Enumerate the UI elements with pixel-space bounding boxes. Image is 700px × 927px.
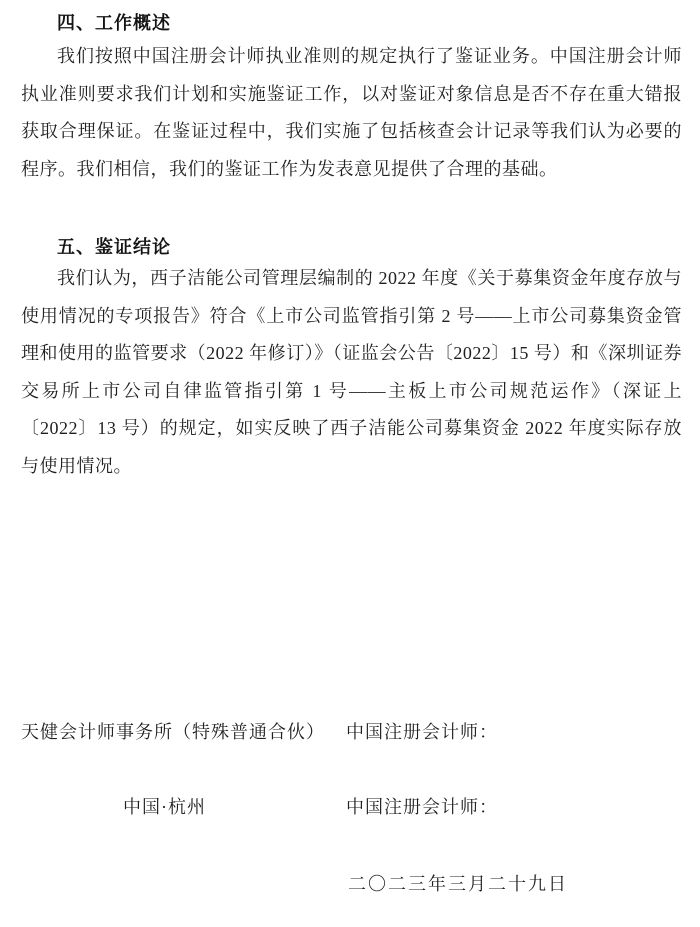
signature-row-location: [0, 795, 700, 819]
section-title-assurance-conclusion: 五、鉴证结论: [57, 237, 171, 257]
cpa-signature-label-2: 中国注册会计师：: [346, 797, 498, 817]
signature-row-firm: [0, 720, 700, 744]
report-date: 二〇二三年三月二十九日: [348, 874, 568, 894]
section-title-work-overview: 四、工作概述: [57, 13, 171, 33]
firm-name: 天健会计师事务所（特殊普通合伙）: [21, 722, 325, 742]
firm-location: 中国·杭州: [123, 797, 206, 817]
paragraph-work-overview: 我们按照中国注册会计师执业准则的规定执行了鉴证业务。中国注册会计师执业准则要求我们计划和实施鉴证工作，以对鉴证对象信息是否不存在重大错报获取合理保证。在鉴证过程中，我们实施了包括核查会计记录等我们认为必要的程序。我们相信，我们的鉴证工作为发表意见提供了合理的基础。: [21, 46, 682, 179]
signature-row-date: [0, 872, 700, 896]
cpa-signature-label-1: 中国注册会计师：: [346, 722, 498, 742]
paragraph-assurance-conclusion: 我们认为，西子洁能公司管理层编制的 2022 年度《关于募集资金年度存放与使用情况的专项报告》符合《上市公司监管指引第 2 号——上市公司募集资金管理和使用的监管要求（2022 年修订）》（证监会公告〔2022〕15 号）和《深圳证券交易所上市公司自律监管指引第 1 号——主板上市公司规范运作》（深证上〔2022〕13 号）的规定，如实反映了西子洁能公司募集资金 2022 年度实际存放与使用情况。: [21, 268, 682, 476]
